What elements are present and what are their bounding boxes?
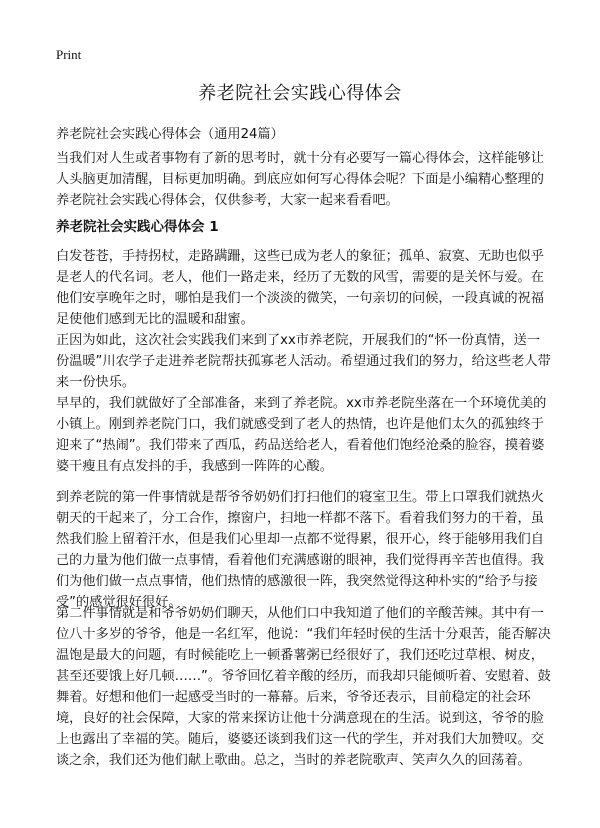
intro-paragraph: 当我们对人生或者事物有了新的思考时，就十分有必要写一篇心得体会，这样能够让人头脑更加清醒，目标更加明确。到底应如何写心得体会呢？下面是小编精心整理的养老院社会实践心得体会，仅供参考，大家一起来看看吧。 [56,151,544,208]
print-link[interactable]: Print [56,47,82,62]
section-heading: 养老院社会实践心得体会 1 [56,219,219,235]
body-paragraph-2: 正因为如此，这次社会实践我们来到了xx市养老院，开展我们的“怀一份真情，送一份温暖”川农学子走进养老院帮扶孤寡老人活动。希望通过我们的努力，给这些老人带来一份快乐。 [56,333,551,390]
subtitle: 养老院社会实践心得体会（通用24篇） [56,127,284,142]
body-paragraph-3: 早早的，我们就做好了全部准备，来到了养老院。xx市养老院坐落在一个环境优美的小镇上。刚到养老院门口，我们就感受到了老人的热情，也许是他们太久的孤独终于迎来了“热闹”。我们带来了西瓜，药品送给老人，看着他们饱经沧桑的脸容，摸着婆婆干瘦且有点发抖的手，我感到一阵阵的心酸。 [56,396,547,474]
body-paragraph-5: 第二件事情就是和爷爷奶奶们聊天，从他们口中我知道了他们的辛酸苦辣。其中有一位八十多岁的爷爷，他是一名红军，他说：“我们年轻时侯的生活十分艰苦，能否解决温饱是最大的问题，有时候能吃上一顿番薯粥已经很好了，我们还吃过草根、树皮，甚至还要饿上好几顿……”。爷爷回忆着辛酸的经历，而我却只能倾听着、安慰着、鼓舞着。好想和他们一起感受当时的一幕幕。后来，爷爷还表示，目前稳定的社会环境，良好的社会保障，大家的常来探访让他十分满意现在的生活。说到这，爷爷的脸上也露出了幸福的笑。随后，婆婆还谈到我们这一代的学生，并对我们大加赞叹。交谈之余，我们还为他们献上歌曲。总之，当时的养老院歌声、笑声久久的回荡着。 [56,606,551,768]
body-paragraph-1: 白发苍苍，手持拐杖，走路蹒跚，这些已成为老人的象征；孤单、寂寞、无助也似乎是老人的代名词。老人，他们一路走来，经历了无数的风雪，需要的是关怀与爱。在他们安享晚年之时，哪怕是我们一个淡淡的微笑，一句亲切的问候，一段真诚的祝福足使他们感到无比的温暖和甜蜜。 [56,249,544,327]
page-title: 养老院社会实践心得体会 [198,83,402,104]
body-paragraph-4: 到养老院的第一件事情就是帮爷爷奶奶们打扫他们的寝室卫生。带上口罩我们就热火朝天的干起来了，分工合作，擦窗户，扫地一样都不落下。看着我们努力的干着，虽然我们脸上留着汗水，但是我们心里却一点都不觉得累，很开心，终于能够用我们自己的力量为他们做一点事情，看着他们充满感谢的眼神，我们觉得再辛苦也值得。我们为他们做一点点事情，他们热情的感激很一阵，我突然觉得这种朴实的“给予与接受”的感觉很好很好。 [56,490,544,610]
